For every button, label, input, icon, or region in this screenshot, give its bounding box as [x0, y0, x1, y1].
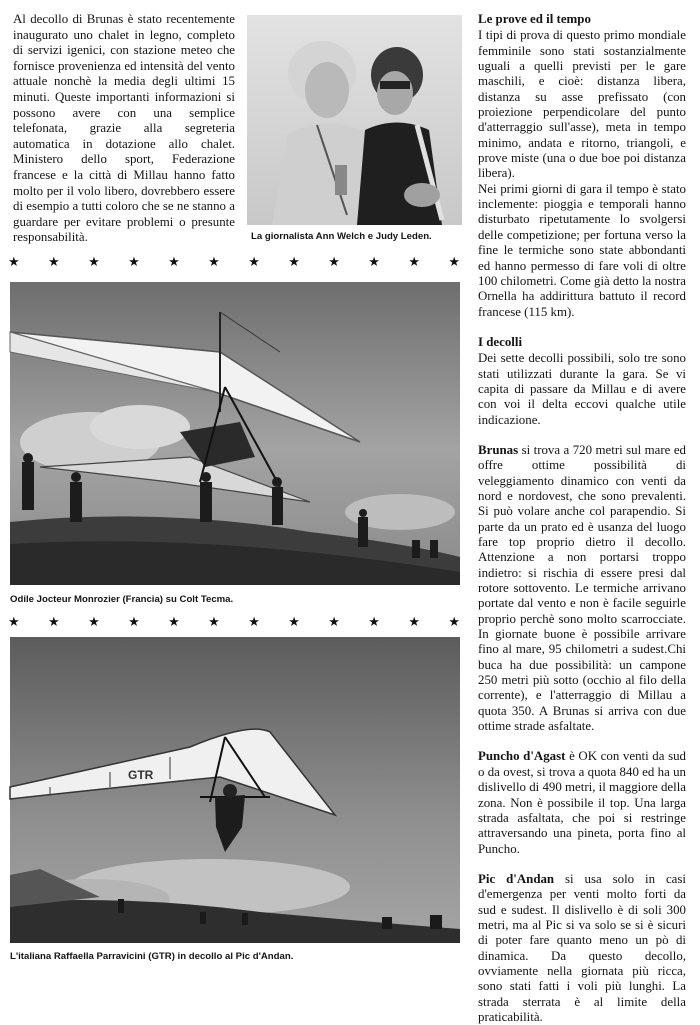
star-icon: ★: [448, 614, 460, 629]
star-icon: ★: [8, 614, 20, 629]
star-icon: ★: [168, 614, 180, 629]
star-icon: ★: [288, 254, 300, 269]
star-icon: ★: [208, 254, 220, 269]
photo-colt-tecma: [10, 282, 460, 585]
site-name-brunas: Brunas: [478, 442, 519, 457]
star-icon: ★: [208, 614, 220, 629]
caption-parravicini: L'italiana Raffaella Parravicini (GTR) in decollo al Pic d'Andan.: [10, 951, 294, 962]
star-icon: ★: [168, 254, 180, 269]
site-name-puncho: Puncho d'Agast: [478, 749, 566, 764]
paragraph-puncho: [478, 749, 686, 856]
star-icon: ★: [248, 614, 260, 629]
star-icon: ★: [128, 254, 140, 269]
star-icon: ★: [408, 614, 420, 629]
intro-paragraph: Al decollo di Brunas è stato recentemente inaugurato uno chalet in legno, completo di servizi igenici, con stazione meteo che fornisce provenienza ed intensità del vento attuale nonchè la media degli ultimi 15 minuti. Queste importanti informazioni si possono avere con una semplice telefonata, grazie alla segreteria automatica in dotazione allo chalet. Ministero dello sport, Federazione francese e la città di Millau hanno fatto molto per il volo libero, dovrebbero essere di esempio a tutti coloro che se ne stanno a guardare per evitare problemi o presunte responsabilità.: [13, 12, 235, 245]
text-puncho: è OK con venti da sud o da ovest, si trova a quota 840 ed ha un dislivello di 490 metri, il maggiore della zona. Non è possibile il top. Una larga strada asfaltata, che poi si restringe attraversando una pineta, porta fino al Puncho.: [478, 749, 686, 856]
star-icon: ★: [128, 614, 140, 629]
star-icon: ★: [328, 614, 340, 629]
paragraph-decolli: Dei sette decolli possibili, solo tre sono stati utilizzati durante la gara. Se vi capita di passare da Millau e di avere con voi il delta eccovi qualche utile indicazione.: [478, 351, 686, 427]
text-pic-andan: si usa solo in casi d'emergenza per venti molto forti da sud e sudest. Il dislivello è di soli 300 metri, ma al Pic si va solo se si è sicuri di poter fare quanto meno un pò di dinamica. Da questo decollo, ovviamente nella giornata più ricca, sono stati fatti i voli più lunghi. La strada sterrata è al limite della praticabilità.: [478, 871, 686, 1024]
star-icon: ★: [448, 254, 460, 269]
star-icon: ★: [368, 614, 380, 629]
caption-colt-tecma: Odile Jocteur Monrozier (Francia) su Colt Tecma.: [10, 594, 234, 605]
text-brunas: si trova a 720 metri sul mare ed offre ottime possibilità di veleggiamento dinamico con venti da nord e nordovest, che sono prevalenti. Si può volare anche col parapendio. Si parte da un prato ed è usanza del luogo fare top proprio dietro il decollo. Attenzione a non portarsi troppo indietro: si rischia di essere presi dal rotore sottovento. Le termiche arrivano portate dal vento e non è facile seguirle proprio perchè sono molto scarrocciate. In giornate buone è possibile arrivare fino al mare, 95 chilometri a sudest.Chi buca ha due possibilità: un campone 250 metri più sotto (occhio al filo della corrente), e l'atterraggio di Millau a quota 350. A Brunas si arriva con due ottime strade asfaltate.: [478, 442, 686, 734]
star-icon: ★: [368, 254, 380, 269]
star-icon: ★: [328, 254, 340, 269]
paragraph-prove-1: I tipi di prova di questo primo mondiale femminile sono stati sostanzialmente uguali a quelli previsti per le gare maschili, e cioè: distanza libera, distanza su asse prefissato (con proiezione perpendicolare del punto d'atterraggio sull'asse), meta in tempo minimo, andata e ritorno, triangoli, e prove miste (una o due boe poi distanza libera).: [478, 28, 686, 181]
paragraph-brunas: [478, 443, 686, 735]
star-icon: ★: [8, 254, 20, 269]
site-name-pic-andan: Pic d'Andan: [478, 871, 555, 886]
star-icon: ★: [288, 614, 300, 629]
photo-journalists: [247, 15, 462, 225]
right-column: [478, 12, 686, 1025]
star-icon: ★: [48, 254, 60, 269]
star-divider-bottom: [8, 615, 460, 629]
star-icon: ★: [408, 254, 420, 269]
star-icon: ★: [248, 254, 260, 269]
paragraph-prove-2: Nei primi giorni di gara il tempo è stato inclemente: pioggia e temporali hanno disturbato ripetutamente lo svolgersi delle competizione; per fortuna verso la fine le termiche sono state abbondanti ed hanno permesso di fare voli di oltre 100 chilometri. Come già detto la nostra Ornella ha addirittura battuto il record francese (115 km).: [478, 181, 686, 319]
glider-marking: GTR: [128, 768, 154, 782]
photo-parravicini: [10, 637, 460, 943]
section-title-prove: Le prove ed il tempo: [478, 12, 591, 26]
star-icon: ★: [88, 254, 100, 269]
star-icon: ★: [88, 614, 100, 629]
star-icon: ★: [48, 614, 60, 629]
paragraph-pic-andan: [478, 872, 686, 1025]
section-title-decolli: I decolli: [478, 334, 523, 349]
caption-journalists: La giornalista Ann Welch e Judy Leden.: [251, 231, 432, 242]
star-divider-top: [8, 255, 460, 269]
